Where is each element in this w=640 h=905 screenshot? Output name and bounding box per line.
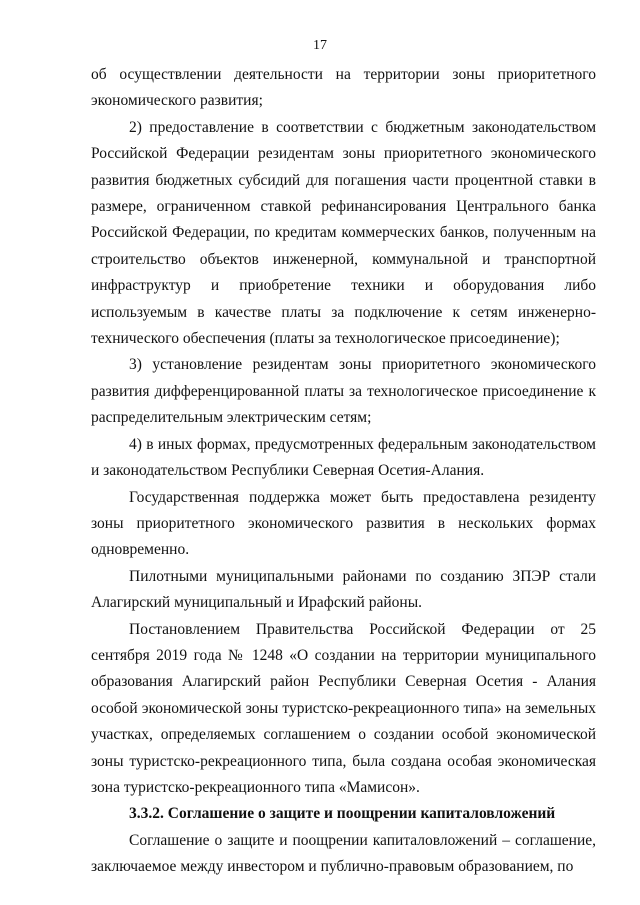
- paragraph-continuation: об осуществлении деятельности на территории зоны приоритетного экономического развития;: [91, 66, 596, 110]
- paragraph-item-2: 2) предоставление в соответствии с бюджетным законодательством Российской Федерации резидентам зоны приоритетного экономического развития бюджетных субсидий для погашения части процентной ставки в размере, ограниченном ставкой рефинансирования Центрального банка Российской Федерации, по кредитам коммерческих банков, полученным на строительство объектов инженерной, коммунальной и транспортной инфраструктур и приобретение техники и оборудования либо используемым в качестве платы за подключение к сетям инженерно-технического обеспечения (платы за технологическое присоединение);: [91, 118, 596, 348]
- paragraph-item-3: 3) установление резидентам зоны приоритетного экономического развития дифференцированной платы за технологическое присоединение к распределительным электрическим сетям;: [91, 356, 596, 427]
- paragraph-item-4: 4) в иных формах, предусмотренных федеральным законодательством и законодательством Республики Северная Осетия-Алания.: [91, 435, 596, 480]
- paragraph-agreement: Соглашение о защите и поощрении капиталовложений – соглашение, заключаемое между инвестором и публично-правовым образованием, по: [91, 831, 596, 876]
- paragraph-state-support: Государственная поддержка может быть предоставлена резиденту зоны приоритетного экономического развития в нескольких формах одновременно.: [91, 488, 596, 559]
- paragraph-resolution: Постановлением Правительства Российской Федерации от 25 сентября 2019 года № 1248 «О создании на территории муниципального образования Алагирский район Республики Северная Осетия - Алания особой экономической зоны туристско-рекреационного типа» на земельных участках, определяемых соглашением о создании особой экономической зоны туристско-рекреационного типа, была создана особая экономическая зона туристско-рекреационного типа «Мамисон».: [91, 620, 596, 796]
- section-heading: 3.3.2. Соглашение о защите и поощрении капиталовложений: [129, 805, 556, 823]
- document-body: [91, 62, 596, 881]
- paragraph-pilot-districts: Пилотными муниципальными районами по созданию ЗПЭР стали Алагирский муниципальный и Ирафский районы.: [91, 567, 596, 612]
- page-number: 17: [313, 38, 327, 53]
